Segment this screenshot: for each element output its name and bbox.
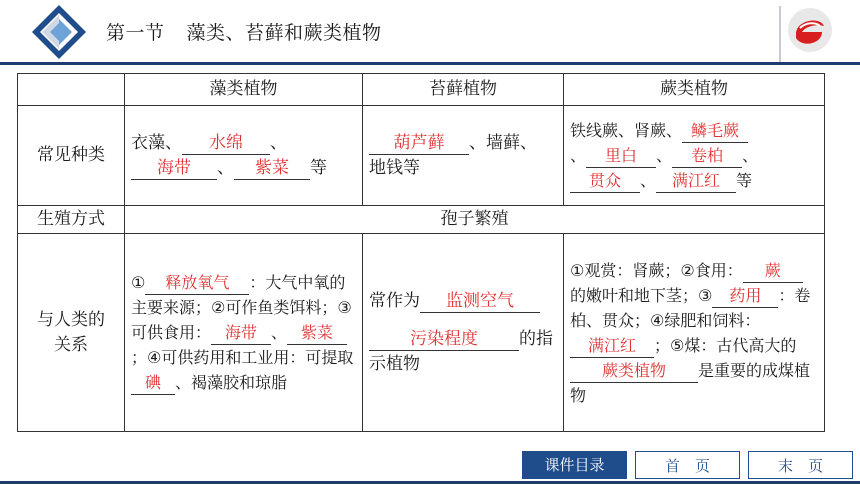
cell-text: ①观赏：肾蕨；②食用：: [570, 260, 743, 280]
section-number: 第一节: [106, 22, 165, 44]
moss-relation-cell: [363, 234, 564, 432]
row-label-line: 关系: [54, 334, 88, 355]
cell-text: 衣藻、: [131, 132, 182, 153]
row-label-reproduction: 生殖方式: [18, 206, 125, 234]
last-page-button[interactable]: 末 页: [748, 451, 853, 479]
corner-cell: [18, 74, 125, 106]
cell-text: 、: [570, 146, 587, 165]
cell-text: 的嫩叶和地下茎；③: [570, 285, 713, 305]
cell-text: 的指示植物: [369, 328, 553, 374]
section-title: 藻类、苔藓和蕨类植物: [186, 22, 382, 44]
cell-text: ①: [131, 273, 146, 292]
page-title: [106, 18, 382, 45]
moss-species-cell: [363, 106, 564, 206]
blue-diamond-icon: [30, 3, 88, 61]
fern-relation-cell: [564, 234, 825, 432]
answer-blank: 贯众: [570, 170, 640, 193]
header-divider: [779, 6, 781, 62]
answer-blank: 紫菜: [287, 322, 347, 345]
answer-blank: 药用: [712, 285, 778, 308]
column-header-algae: 藻类植物: [125, 74, 363, 106]
header-rule: [0, 62, 860, 65]
cell-text: 铁线蕨、肾蕨、: [570, 121, 683, 140]
toc-button[interactable]: 课件目录: [522, 451, 627, 479]
answer-blank: 蕨: [743, 260, 803, 283]
answer-blank: 监测空气: [420, 290, 540, 313]
fern-species-cell: [564, 106, 825, 206]
reproduction-row: [18, 206, 825, 234]
cell-text: 是重要的成煤植物: [570, 360, 811, 405]
red-e-logo-icon: [786, 6, 834, 54]
answer-blank: 海带: [131, 157, 217, 180]
cell-text: 、: [656, 146, 673, 165]
answer-blank: 海带: [211, 322, 271, 345]
cell-text: 、褐藻胶和琼脂: [175, 373, 288, 392]
answer-blank: 鳞毛蕨: [682, 120, 748, 143]
cell-text: ：大气中氧的主要来源；②可作鱼类饵料；③可供食用：: [131, 273, 352, 342]
cell-text: 等: [736, 171, 753, 190]
answer-blank: 里白: [586, 145, 656, 168]
cell-text: ；⑤煤：古代高大的: [654, 335, 797, 355]
relation-row: [18, 234, 825, 432]
reproduction-cell: 孢子繁殖: [125, 206, 825, 234]
cell-text: 地钱等: [369, 157, 420, 178]
answer-blank: 葫芦藓: [369, 132, 469, 155]
cell-text: 、: [640, 171, 657, 190]
cell-text: ；④可供药用和工业用：可提取: [131, 348, 354, 367]
column-header-moss: 苔藓植物: [363, 74, 564, 106]
algae-relation-cell: [125, 234, 363, 432]
row-label-line: 与人类的: [37, 309, 105, 330]
answer-blank: 污染程度: [369, 328, 519, 351]
column-header-fern: 蕨类植物: [564, 74, 825, 106]
species-row: [18, 106, 825, 206]
answer-blank: 满江红: [656, 170, 736, 193]
cell-text: 、墙藓、: [469, 132, 537, 153]
answer-blank: 满江红: [570, 335, 654, 358]
first-page-button[interactable]: 首 页: [635, 451, 740, 479]
answer-blank: 蕨类植物: [570, 360, 698, 383]
cell-text: 等: [310, 157, 327, 178]
answer-blank: 紫菜: [234, 157, 310, 180]
cell-text: 、: [742, 146, 759, 165]
cell-text: ：卷柏、贯众；④绿肥和饲料：: [570, 285, 811, 330]
answer-blank: 碘: [131, 372, 175, 395]
answer-blank: 水绵: [182, 132, 270, 155]
plant-comparison-table: [17, 73, 825, 432]
cell-text: 、: [271, 323, 288, 342]
algae-species-cell: [125, 106, 363, 206]
cell-text: 、: [270, 132, 287, 153]
table-header-row: [18, 74, 825, 106]
cell-text: 、: [217, 157, 234, 178]
row-label-relation: [18, 234, 125, 432]
cell-text: 常作为: [369, 290, 420, 311]
answer-blank: 释放氧气: [145, 272, 249, 295]
row-label-species: 常见种类: [18, 106, 125, 206]
answer-blank: 卷柏: [672, 145, 742, 168]
